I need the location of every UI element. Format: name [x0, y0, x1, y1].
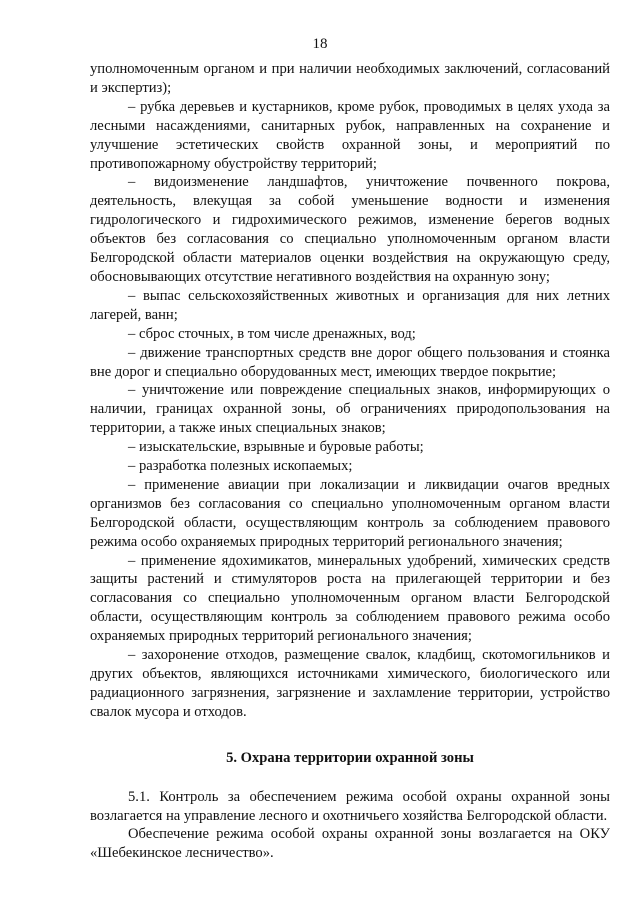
document-body [90, 60, 610, 863]
paragraph: 5.1. Контроль за обеспечением режима особой охраны охранной зоны возлагается на управление лесного и охотничьего хозяйства Белгородской области. [90, 788, 610, 824]
list-item: – изыскательские, взрывные и буровые работы; [128, 439, 424, 456]
page-number: 18 [312, 36, 328, 52]
paragraph: уполномоченным органом и при наличии необходимых заключений, согласований и экспертиз); [90, 61, 610, 96]
section-heading: 5. Охрана территории охранной зоны [226, 749, 474, 766]
list-item: – захоронение отходов, размещение свалок, кладбищ, скотомогильников и других объектов, являющихся источниками химического, биологического или радиационного загрязнения, загрязнение и захламление территории, устройство свалок мусора и отходов. [90, 647, 610, 720]
list-item: – применение ядохимикатов, минеральных удобрений, химических средств защиты растений и стимуляторов роста на прилегающей территории и без согласования со специально уполномоченным органом власти Белгородской области, осуществляющим контроль за соблюдением правового режима особо охраняемых природных территорий регионального значения; [90, 552, 610, 645]
list-item: – движение транспортных средств вне дорог общего пользования и стоянка вне дорог и специально оборудованных мест, имеющих твердое покрытие; [90, 344, 610, 380]
list-item: – уничтожение или повреждение специальных знаков, информирующих о наличии, границах охранной зоны, об ограничениях природопользования на территории, а также иных специальных знаков; [90, 382, 610, 437]
list-item: – выпас сельскохозяйственных животных и организация для них летних лагерей, ванн; [90, 287, 610, 323]
list-item: – разработка полезных ископаемых; [128, 458, 353, 475]
list-item: – рубка деревьев и кустарников, кроме рубок, проводимых в целях ухода за лесными насаждениями, санитарных рубок, направленных на сохранение и улучшение эстетических свойств охранной зоны, и мероприятий по противопожарному обустройству территорий; [90, 98, 610, 172]
list-item: – сброс сточных, в том числе дренажных, вод; [128, 325, 416, 342]
paragraph: Обеспечение режима особой охраны охранной зоны возлагается на ОКУ «Шебекинское лесничество». [90, 826, 610, 862]
list-item: – видоизменение ландшафтов, уничтожение почвенного покрова, деятельность, влекущая за собой уменьшение водности и изменения гидрологического и гидрохимического режимов, изменение берегов водных объектов без согласования со специально уполномоченным органом власти Белгородской области материалов оценки воздействия на окружающую среду, обосновывающих отсутствие негативного воздействия на охранную зону; [90, 174, 610, 285]
list-item: – применение авиации при локализации и ликвидации очагов вредных организмов без согласования со специально уполномоченным органом власти Белгородской области, осуществляющим контроль за соблюдением правового режима особо охраняемых природных территорий регионального значения; [90, 476, 610, 550]
